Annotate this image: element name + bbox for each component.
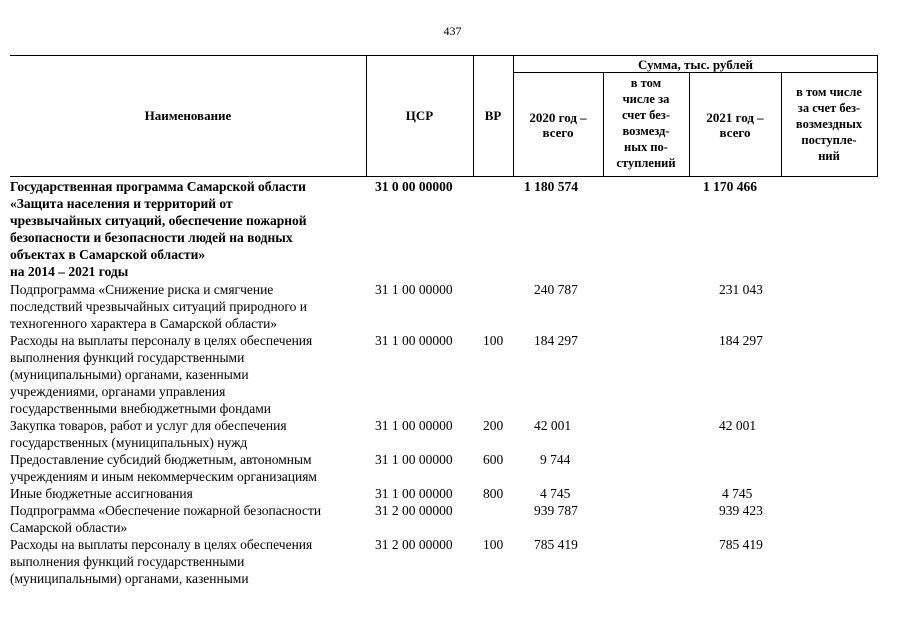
row-vr: 600 — [483, 452, 504, 467]
row-sum-2020: 785 419 — [534, 537, 578, 552]
row-sum-2021: 42 001 — [719, 418, 757, 433]
row-sum-2020: 184 297 — [534, 333, 578, 348]
header-2020-total-line2: всего — [542, 125, 574, 140]
row-sum-2021: 4 745 — [722, 486, 753, 501]
header-2020-free-line: ных по- — [624, 140, 668, 154]
row-name: Подпрограмма «Обеспечение пожарной безопасности Самарской области» — [10, 503, 322, 535]
header-2021-free — [781, 84, 877, 164]
table-body — [10, 178, 890, 587]
header-2021-free-line: в том числе — [796, 85, 862, 99]
header-2020-free-line: числе за — [622, 92, 670, 106]
row-sum-2020: 240 787 — [534, 282, 578, 297]
row-name: Государственная программа Самарской области «Защита населения и территорий от чрезвычайных ситуаций, обеспечение пожарной безопасности и безопасности людей на водных объектах в Самарской области» на 2014 – 2021 годы — [10, 179, 307, 279]
header-2021-total — [689, 110, 781, 140]
header-2021-free-line: поступле- — [801, 133, 857, 147]
row-vr: 100 — [483, 537, 504, 552]
table-row — [10, 502, 890, 536]
row-sum-2021: 939 423 — [719, 503, 763, 518]
header-2020-total — [513, 110, 603, 140]
row-name: Подпрограмма «Снижение риска и смягчение последствий чрезвычайных ситуаций природного и техногенного характера в Самарской области» — [10, 282, 307, 331]
header-2020-free-line: ступлений — [616, 156, 676, 170]
col-divider-right — [877, 55, 878, 177]
row-csr: 31 0 00 00000 — [375, 179, 453, 194]
row-vr: 800 — [483, 486, 504, 501]
row-csr: 31 1 00 00000 — [375, 452, 453, 467]
row-sum-2021: 231 043 — [719, 282, 763, 297]
header-2020-free-line: в том — [630, 76, 662, 90]
row-sum-2020: 1 180 574 — [524, 179, 578, 194]
header-2020-free — [603, 75, 689, 171]
header-csr: ЦСР — [405, 108, 434, 123]
row-vr: 100 — [483, 333, 504, 348]
header-bottom-border — [10, 176, 878, 177]
row-sum-2020: 42 001 — [534, 418, 572, 433]
table-row — [10, 451, 890, 485]
row-sum-2021: 1 170 466 — [703, 179, 757, 194]
header-2021-free-line: возмездных — [795, 117, 863, 131]
header-2020-free-line: возмезд- — [622, 124, 670, 138]
header-name: Наименование — [144, 108, 232, 123]
row-sum-2020: 9 744 — [540, 452, 571, 467]
row-sum-2021: 184 297 — [719, 333, 763, 348]
row-sum-2021: 785 419 — [719, 537, 763, 552]
row-csr: 31 2 00 00000 — [375, 537, 453, 552]
table-row — [10, 536, 890, 587]
row-csr: 31 1 00 00000 — [375, 333, 453, 348]
row-csr: 31 2 00 00000 — [375, 503, 453, 518]
table-row — [10, 485, 890, 502]
header-2021-total-line1: 2021 год – — [706, 110, 764, 125]
header-top-border — [10, 55, 878, 56]
row-name: Иные бюджетные ассигнования — [10, 486, 193, 501]
row-sum-2020: 4 745 — [540, 486, 571, 501]
row-csr: 31 1 00 00000 — [375, 418, 453, 433]
row-vr: 200 — [483, 418, 504, 433]
header-2020-total-line1: 2020 год – — [529, 110, 587, 125]
header-vr: ВР — [484, 108, 502, 123]
page-number: 437 — [443, 24, 462, 38]
row-name: Расходы на выплаты персоналу в целях обеспечения выполнения функций государственными (муниципальными) органами, казенными — [10, 537, 313, 586]
header-2021-free-line: за счет без- — [797, 101, 861, 115]
table-row — [10, 332, 890, 417]
row-csr: 31 1 00 00000 — [375, 282, 453, 297]
row-sum-2020: 939 787 — [534, 503, 578, 518]
header-2021-total-line2: всего — [719, 125, 751, 140]
row-name: Расходы на выплаты персоналу в целях обеспечения выполнения функций государственными (муниципальными) органами, казенными учреждениями, органами управления государственными внебюджетными фондами — [10, 333, 313, 416]
header-2021-free-line: ний — [818, 149, 840, 163]
sum-divider-line — [513, 72, 878, 73]
table-row — [10, 281, 890, 332]
row-name: Закупка товаров, работ и услуг для обеспечения государственных (муниципальных) нужд — [10, 418, 287, 450]
table-row — [10, 417, 890, 451]
header-2020-free-line: счет без- — [622, 108, 670, 122]
row-csr: 31 1 00 00000 — [375, 486, 453, 501]
header-sum: Сумма, тыс. рублей — [638, 57, 753, 72]
table-row — [10, 178, 890, 281]
row-name: Предоставление субсидий бюджетным, автономным учреждениям и иным некоммерческим организациям — [10, 452, 317, 484]
